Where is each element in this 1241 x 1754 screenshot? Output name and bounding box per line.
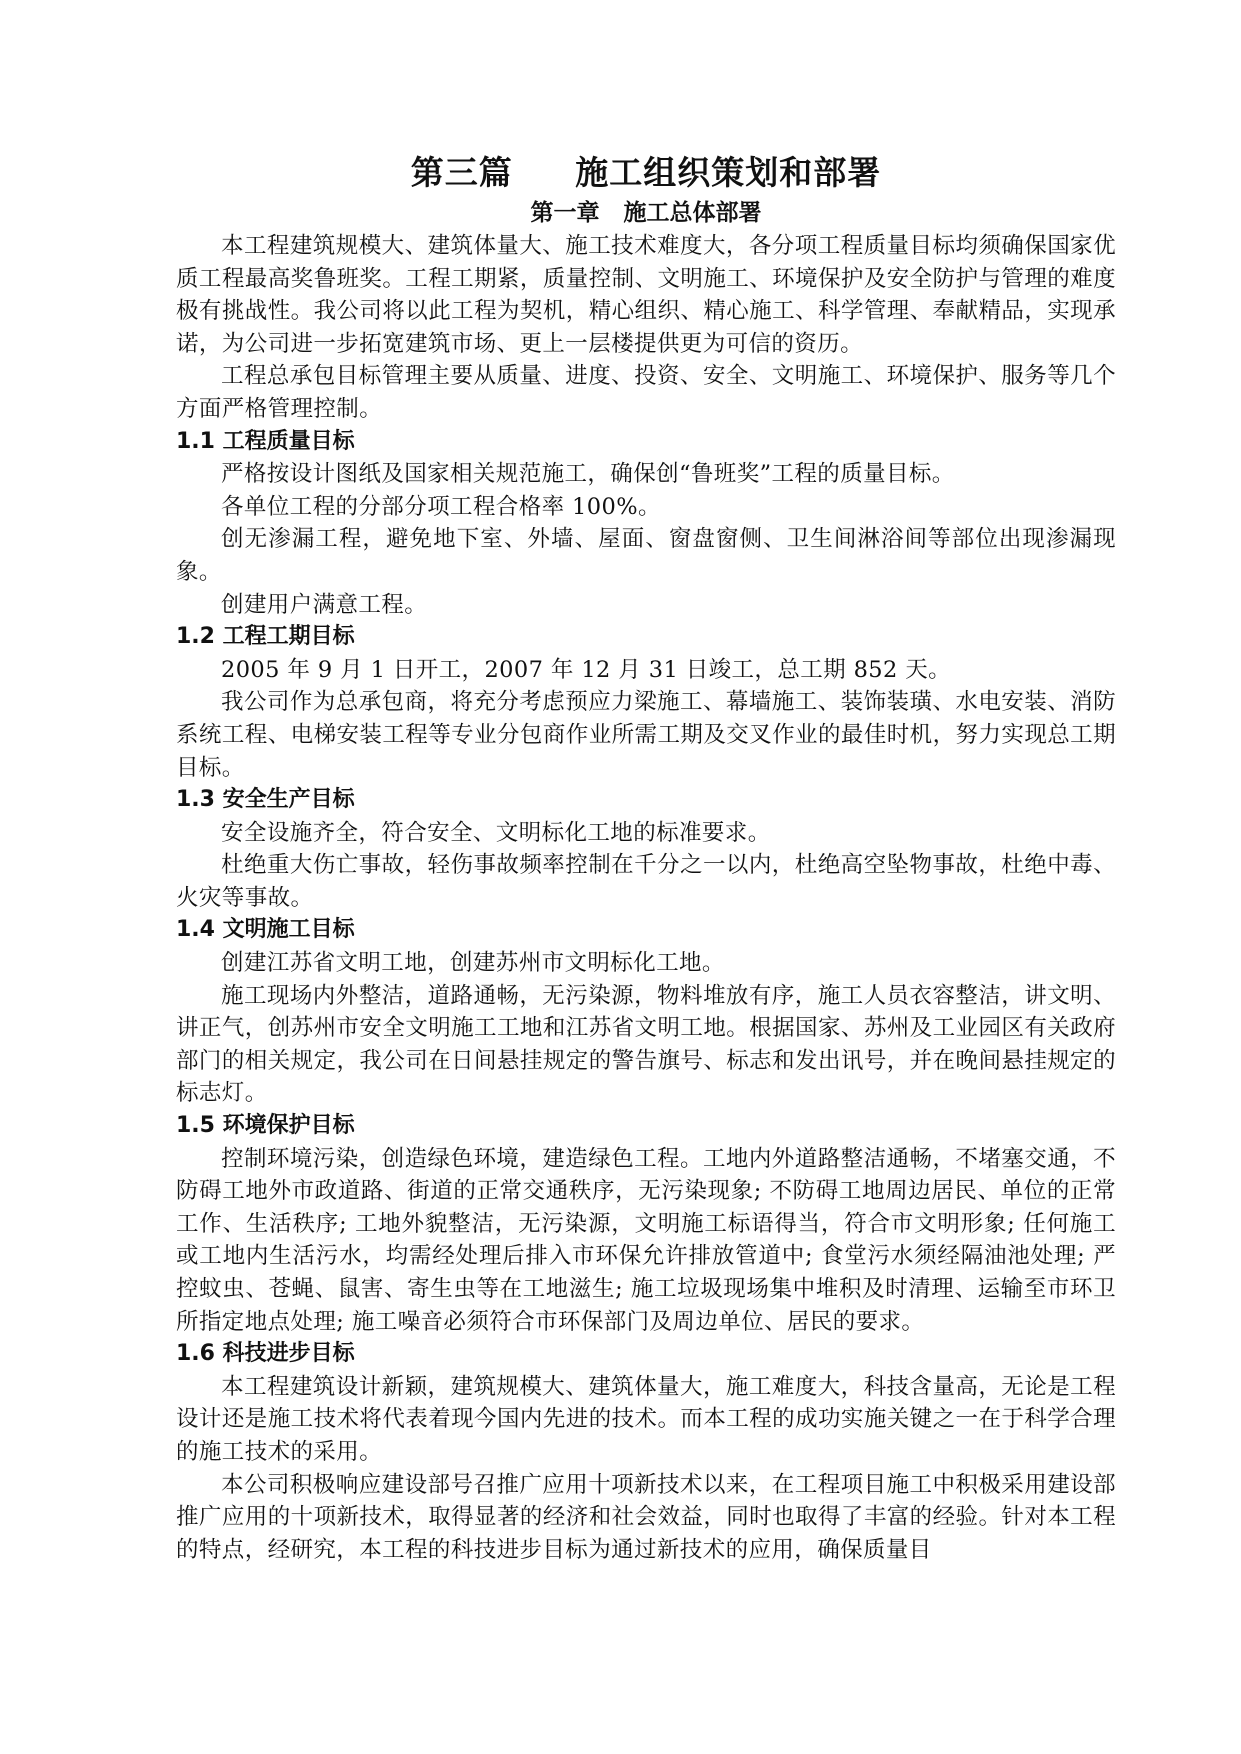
body-paragraph: 杜绝重大伤亡事故，轻伤事故频率控制在千分之一以内，杜绝高空坠物事故，杜绝中毒、火灾等事故。 xyxy=(176,852,1116,911)
body-paragraph: 安全设施齐全，符合安全、文明标化工地的标准要求。 xyxy=(221,819,771,846)
body-paragraph: 控制环境污染，创造绿色环境，建造绿色工程。工地内外道路整洁通畅，不堵塞交通，不防碍工地外市政道路、街道的正常交通秩序，无污染现象; 不防碍工地周边居民、单位的正常工作、生活秩序; 工地外貌整洁，无污染源，文明施工标语得当，符合市文明形象; 任何施工或工地内生活污水，均需经处理后排入市环保允许排放管道中; 食堂污水须经隔油池处理; 严控蚊虫、苍蝇、鼠害、寄生虫等在工地滋生; 施工垃圾现场集中堆积及时清理、运输至市环卫所指定地点处理; 施工噪音必须符合市环保部门及周边单位、居民的要求。 xyxy=(176,1145,1116,1335)
section-heading-quality: 1.1 工程质量目标 xyxy=(176,428,355,454)
body-paragraph: 2005 年 9 月 1 日开工，2007 年 12 月 31 日竣工，总工期 852 天。 xyxy=(221,656,952,683)
section-heading-civilized: 1.4 文明施工目标 xyxy=(176,917,355,943)
body-paragraph: 施工现场内外整洁，道路通畅，无污染源，物料堆放有序，施工人员衣容整洁，讲文明、讲正气，创苏州市安全文明施工工地和江苏省文明工地。根据国家、苏州及工业园区有关政府部门的相关规定，我公司在日间悬挂规定的警告旗号、标志和发出讯号，并在晚间悬挂规定的标志灯。 xyxy=(176,982,1116,1107)
intro-paragraph: 本工程建筑规模大、建筑体量大、施工技术难度大，各分项工程质量目标均须确保国家优质工程最高奖鲁班奖。工程工期紧，质量控制、文明施工、环境保护及安全防护与管理的难度极有挑战性。我公司将以此工程为契机，精心组织、精心施工、科学管理、奉献精品，实现承诺，为公司进一步拓宽建筑市场、更上一层楼提供更为可信的资历。 xyxy=(176,233,1116,357)
section-heading-safety: 1.3 安全生产目标 xyxy=(176,787,355,813)
section-heading-environment: 1.5 环境保护目标 xyxy=(176,1113,355,1139)
document-page xyxy=(176,150,1116,1566)
body-paragraph: 本公司积极响应建设部号召推广应用十项新技术以来，在工程项目施工中积极采用建设部推广应用的十项新技术，取得显著的经济和社会效益，同时也取得了丰富的经验。针对本工程的特点，经研究，本工程的科技进步目标为通过新技术的应用，确保质量目 xyxy=(176,1471,1116,1563)
section-heading-schedule: 1.2 工程工期目标 xyxy=(176,624,355,650)
intro-paragraph: 工程总承包目标管理主要从质量、进度、投资、安全、文明施工、环境保护、服务等几个方面严格管理控制。 xyxy=(176,363,1116,422)
chapter-title: 第一章 施工总体部署 xyxy=(530,199,762,226)
body-paragraph: 各单位工程的分部分项工程合格率 100%。 xyxy=(221,493,661,520)
body-paragraph: 严格按设计图纸及国家相关规范施工，确保创“鲁班奖”工程的质量目标。 xyxy=(221,461,955,488)
section-heading-technology: 1.6 科技进步目标 xyxy=(176,1341,355,1367)
part-title: 第三篇 施工组织策划和部署 xyxy=(410,153,882,192)
body-paragraph: 本工程建筑设计新颖，建筑规模大、建筑体量大，施工难度大，科技含量高，无论是工程设计还是施工技术将代表着现今国内先进的技术。而本工程的成功实施关键之一在于科学合理的施工技术的采用。 xyxy=(176,1373,1116,1465)
body-paragraph: 创无渗漏工程，避免地下室、外墙、屋面、窗盘窗侧、卫生间淋浴间等部位出现渗漏现象。 xyxy=(176,526,1116,585)
body-paragraph: 创建江苏省文明工地，创建苏州市文明标化工地。 xyxy=(221,950,725,977)
body-paragraph: 创建用户满意工程。 xyxy=(221,591,428,618)
body-paragraph: 我公司作为总承包商，将充分考虑预应力梁施工、幕墙施工、装饰装璜、水电安装、消防系统工程、电梯安装工程等专业分包商作业所需工期及交叉作业的最佳时机，努力实现总工期目标。 xyxy=(176,689,1116,781)
